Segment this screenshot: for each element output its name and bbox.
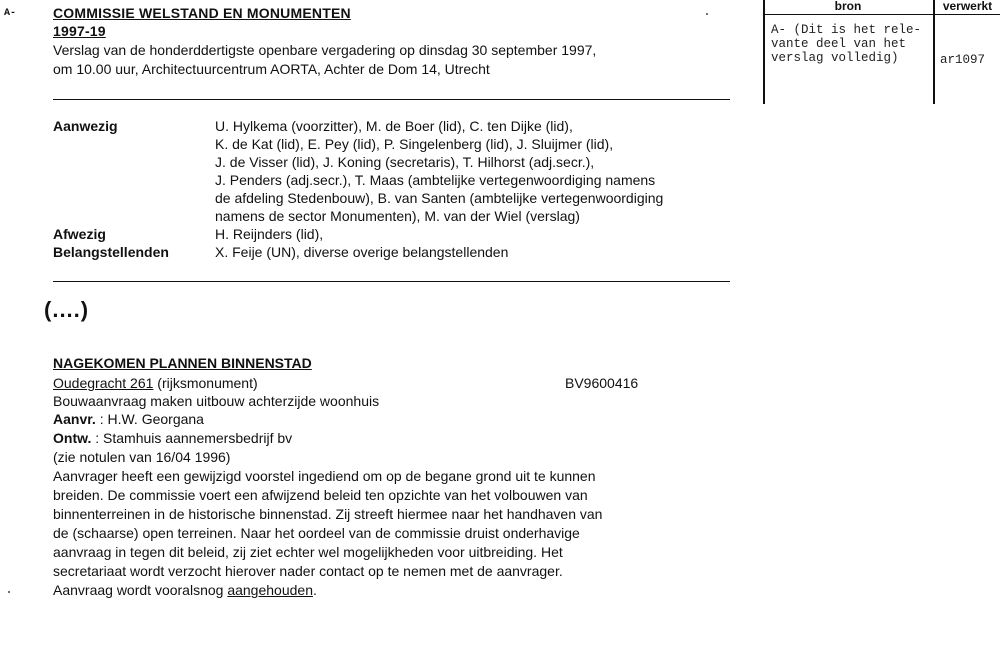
conclusion-line xyxy=(53,582,317,599)
table-bron-line: A- (Dit is het rele- xyxy=(771,23,922,37)
attendee-line: namens de sector Monumenten), M. van der Wiel (verslag) xyxy=(215,208,580,224)
conclusion-suffix: . xyxy=(312,582,317,598)
body-line: Aanvrager heeft een gewijzigd voorstel ingediend om op de begane grond uit te kunnen xyxy=(53,468,596,484)
applicant-label: Aanvr. xyxy=(53,411,96,427)
attendee-line: J. Penders (adj.secr.), T. Maas (ambtelijke vertegenwoordiging namens xyxy=(215,172,656,188)
applicant-value: : H.W. Georgana xyxy=(99,411,204,427)
designer-label: Ontw. xyxy=(53,430,92,446)
address-note: (rijksmonument) xyxy=(157,375,258,391)
table-bron-line: vante deel van het xyxy=(771,37,907,51)
intro-line: Verslag van de honderddertigste openbare vergadering op dinsdag 30 september 1997, xyxy=(53,42,597,58)
document-number: 1997-19 xyxy=(53,23,106,39)
conclusion-prefix: Aanvraag wordt vooralsnog xyxy=(53,582,228,598)
attendee-line: U. Hylkema (voorzitter), M. de Boer (lid), C. ten Dijke (lid), xyxy=(215,118,573,134)
designer-line xyxy=(53,430,292,447)
address-line xyxy=(53,375,258,392)
attendee-line: J. de Visser (lid), J. Koning (secretaris), T. Hilhorst (adj.secr.), xyxy=(215,154,595,170)
table-verwerkt-value: ar1097 xyxy=(940,53,986,67)
label-afwezig: Afwezig xyxy=(53,226,106,242)
omission-marker: (....) xyxy=(44,297,90,322)
side-table xyxy=(763,0,1000,104)
conclusion-decision: aangehouden xyxy=(227,582,313,598)
scan-speck xyxy=(8,591,10,593)
request-line: Bouwaanvraag maken uitbouw achterzijde woonhuis xyxy=(53,393,380,409)
body-line: secretariaat wordt verzocht hierover nader contact op te nemen met de aanvrager. xyxy=(53,563,563,579)
divider xyxy=(53,99,730,100)
section-title: NAGEKOMEN PLANNEN BINNENSTAD xyxy=(53,355,312,371)
margin-mark: A- xyxy=(4,8,17,19)
attendee-line: de afdeling Stedenbouw), B. van Santen (ambtelijke vertegenwoordiging xyxy=(215,190,664,206)
intro-line: om 10.00 uur, Architectuurcentrum AORTA, Achter de Dom 14, Utrecht xyxy=(53,61,490,77)
body-line: de (schaarse) open terreinen. Naar het oordeel van de commissie druist onderhavige xyxy=(53,525,580,541)
body-line: breiden. De commissie voert een afwijzend beleid ten opzichte van het volbouwen van xyxy=(53,487,588,503)
table-header-verwerkt: verwerkt xyxy=(942,0,993,13)
address: Oudegracht 261 xyxy=(53,375,154,391)
table-header-rule xyxy=(763,14,1000,15)
absent-line: H. Reijnders (lid), xyxy=(215,226,324,242)
applicant-line xyxy=(53,411,204,428)
table-border-left xyxy=(763,0,765,104)
body-line: aanvraag in tegen dit beleid, zij ziet echter wel mogelijkheden voor uitbreiding. Het xyxy=(53,544,563,560)
body-line: binnenterreinen in de historische binnenstad. Zij streeft hiermee naar het handhaven van xyxy=(53,506,603,522)
scan-speck xyxy=(706,13,708,15)
attendee-line: K. de Kat (lid), E. Pey (lid), P. Singelenberg (lid), J. Sluijmer (lid), xyxy=(215,136,614,152)
label-aanwezig: Aanwezig xyxy=(53,118,118,134)
observers-line: X. Feije (UN), diverse overige belangstellenden xyxy=(215,244,509,260)
document-title: COMMISSIE WELSTAND EN MONUMENTEN xyxy=(53,5,351,21)
label-belangstellenden: Belangstellenden xyxy=(53,244,169,260)
table-border-divider xyxy=(933,0,935,104)
table-bron-line: verslag volledig) xyxy=(771,51,899,65)
designer-value: : Stamhuis aannemersbedrijf bv xyxy=(95,430,293,446)
table-header-bron: bron xyxy=(834,0,862,13)
reference-line: (zie notulen van 16/04 1996) xyxy=(53,449,231,465)
case-number: BV9600416 xyxy=(565,375,639,391)
divider xyxy=(53,281,730,282)
